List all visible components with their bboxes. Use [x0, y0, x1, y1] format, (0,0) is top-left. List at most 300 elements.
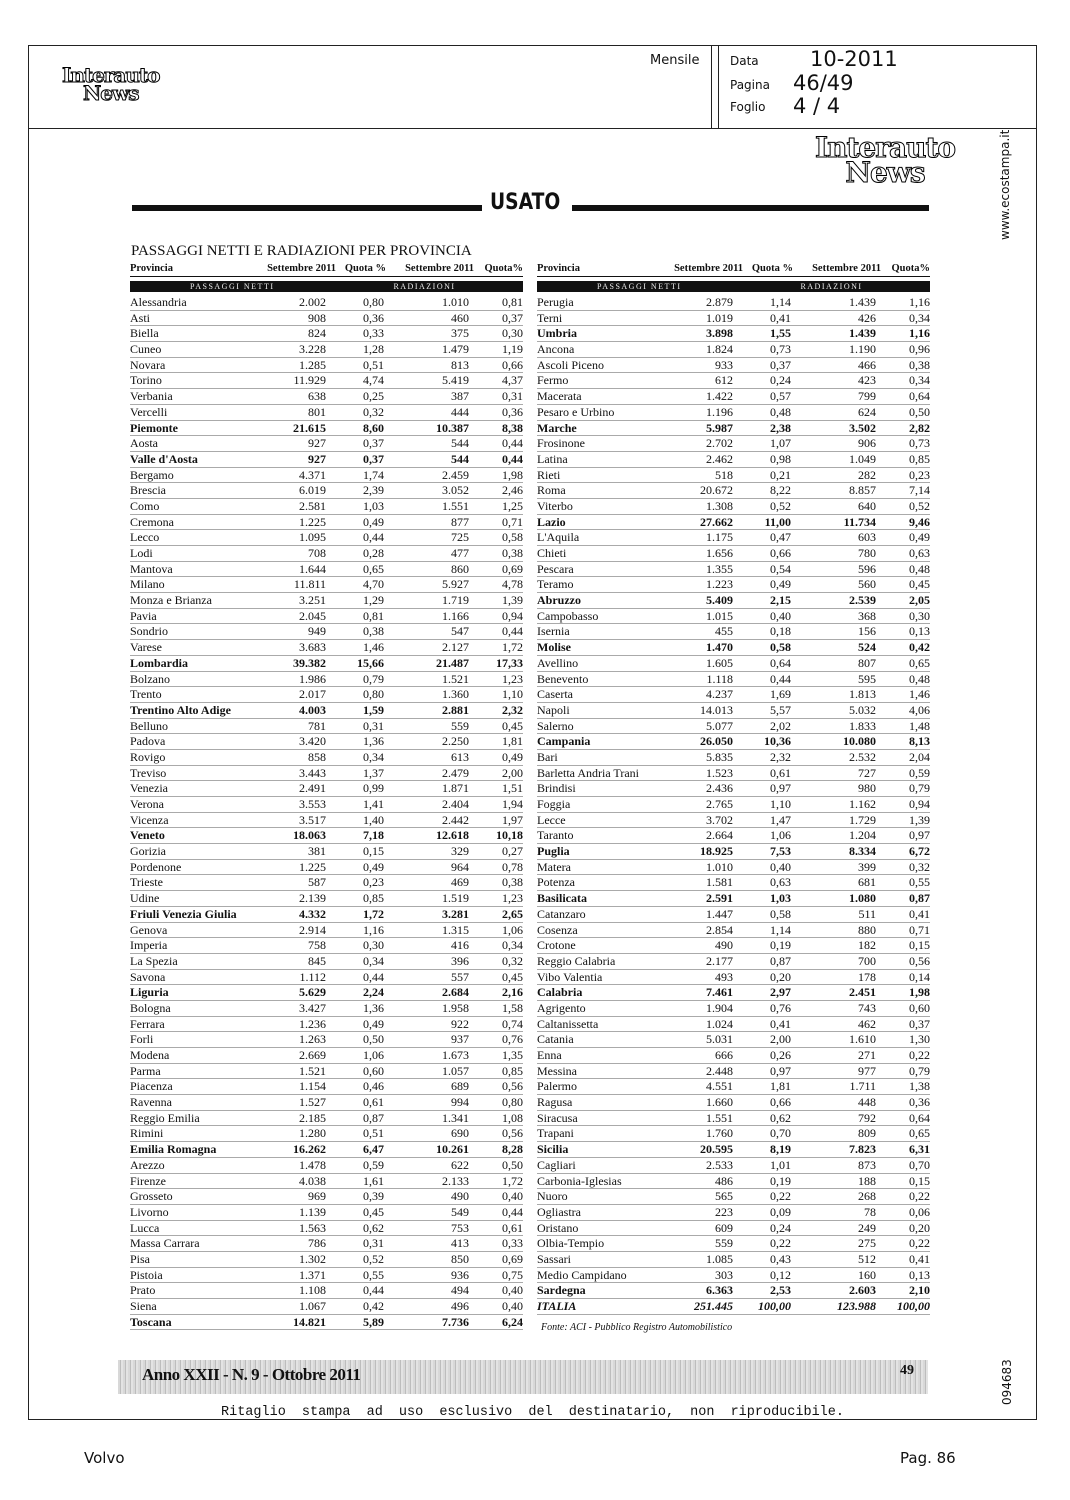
value-cell: 2,97 — [770, 985, 791, 1000]
province-cell: Crotone — [537, 938, 576, 953]
table-title: PASSAGGI NETTI E RADIAZIONI PER PROVINCIA — [131, 243, 472, 259]
value-cell: 0,40 — [502, 1283, 523, 1298]
value-cell: 5,57 — [770, 702, 791, 717]
value-cell: 2,02 — [770, 718, 791, 733]
value-cell: 0,37 — [909, 1016, 930, 1031]
value-cell: 0,64 — [770, 655, 791, 670]
province-cell: Teramo — [537, 577, 574, 592]
value-cell: 0,49 — [909, 530, 930, 545]
value-cell: 1.166 — [442, 608, 469, 623]
value-cell: 927 — [308, 451, 326, 466]
table-row — [537, 295, 930, 311]
province-cell: ITALIA — [537, 1299, 577, 1313]
table-row — [130, 703, 523, 719]
province-cell: Torino — [130, 373, 162, 388]
value-cell: 0,65 — [909, 1126, 930, 1141]
table-row — [130, 1189, 523, 1205]
value-cell: 275 — [858, 1236, 876, 1251]
value-cell: 0,32 — [363, 404, 384, 419]
province-cell: Pavia — [130, 608, 157, 623]
table-row — [537, 1158, 930, 1174]
province-cell: Sondrio — [130, 624, 169, 639]
province-cell: Genova — [130, 922, 168, 937]
value-cell: 494 — [451, 1283, 469, 1298]
value-cell: 727 — [858, 765, 876, 780]
value-cell: 18.063 — [293, 828, 326, 843]
table-row — [537, 546, 930, 562]
value-cell: 0,63 — [770, 875, 791, 890]
value-cell: 1,10 — [502, 687, 523, 702]
value-cell: 2.017 — [299, 687, 326, 702]
value-cell: 426 — [858, 310, 876, 325]
value-cell: 511 — [858, 906, 876, 921]
value-cell: 1,58 — [502, 1000, 523, 1015]
table-header: Provincia Settembre 2011 Quota % Settembre 2011 Quota% — [537, 262, 930, 277]
table-row — [130, 1032, 523, 1048]
value-cell: 2,10 — [909, 1283, 930, 1298]
value-cell: 2,32 — [502, 702, 523, 717]
value-cell: 0,37 — [770, 357, 791, 372]
value-cell: 490 — [451, 1189, 469, 1204]
value-cell: 936 — [451, 1267, 469, 1282]
value-cell: 0,38 — [502, 875, 523, 890]
value-cell: 753 — [451, 1220, 469, 1235]
value-cell: 0,52 — [770, 498, 791, 513]
value-cell: 1,98 — [502, 467, 523, 482]
table-row — [130, 624, 523, 640]
value-cell: 801 — [308, 404, 326, 419]
value-cell: 1.479 — [442, 342, 469, 357]
province-cell: Caserta — [537, 687, 573, 702]
value-cell: 0,39 — [363, 1189, 384, 1204]
value-cell: 423 — [858, 373, 876, 388]
value-cell: 1,61 — [363, 1173, 384, 1188]
value-cell: 518 — [715, 467, 733, 482]
value-cell: 0,65 — [909, 655, 930, 670]
table-row — [130, 860, 523, 876]
table-row — [537, 985, 930, 1001]
value-cell: 0,37 — [363, 451, 384, 466]
table-row — [537, 436, 930, 452]
table-row — [537, 719, 930, 735]
value-cell: 0,13 — [909, 1267, 930, 1282]
value-cell: 1,74 — [363, 467, 384, 482]
value-cell: 0,59 — [909, 765, 930, 780]
value-cell: 1.341 — [442, 1110, 469, 1125]
province-cell: Trentino Alto Adige — [130, 702, 231, 717]
value-cell: 0,62 — [770, 1110, 791, 1125]
value-cell: 396 — [451, 953, 469, 968]
value-cell: 2,65 — [502, 906, 523, 921]
province-cell: Potenza — [537, 875, 575, 890]
value-cell: 0,47 — [770, 530, 791, 545]
value-cell: 3.427 — [299, 1000, 326, 1015]
value-cell: 1.095 — [299, 530, 326, 545]
value-cell: 21.487 — [436, 655, 469, 670]
value-cell: 0,96 — [909, 342, 930, 357]
value-cell: 964 — [451, 859, 469, 874]
value-cell: 2,53 — [770, 1283, 791, 1298]
value-cell: 0,38 — [502, 546, 523, 560]
table-row — [537, 515, 930, 531]
value-cell: 1.285 — [299, 357, 326, 372]
value-cell: 0,81 — [363, 608, 384, 623]
value-cell: 1,16 — [909, 326, 930, 341]
province-cell: Mantova — [130, 561, 173, 576]
value-cell: 2,39 — [363, 483, 384, 498]
province-cell: Puglia — [537, 844, 570, 859]
value-cell: 10.080 — [843, 734, 876, 749]
province-cell: Brescia — [130, 483, 166, 498]
value-cell: 1.154 — [299, 1079, 326, 1094]
province-cell: Pisa — [130, 1251, 151, 1266]
value-cell: 5.077 — [706, 718, 733, 733]
value-cell: 0,80 — [502, 1095, 523, 1110]
table-row — [130, 1111, 523, 1127]
value-cell: 2.854 — [706, 922, 733, 937]
province-cell: Campania — [537, 734, 591, 749]
value-cell: 1.439 — [849, 326, 876, 341]
value-cell: 2.436 — [706, 781, 733, 796]
value-cell: 1,10 — [770, 797, 791, 811]
value-cell: 0,34 — [502, 938, 523, 953]
value-cell: 160 — [858, 1267, 876, 1282]
value-cell: 1.521 — [299, 1063, 326, 1078]
table-row — [537, 421, 930, 437]
value-cell: 937 — [451, 1032, 469, 1047]
province-cell: Siena — [130, 1299, 157, 1313]
value-cell: 3.683 — [299, 640, 326, 655]
province-cell: Bari — [537, 749, 558, 764]
table-row — [537, 734, 930, 750]
table-row — [130, 750, 523, 766]
value-cell: 2,38 — [770, 420, 791, 435]
province-cell: Parma — [130, 1063, 161, 1078]
province-cell: Abruzzo — [537, 593, 581, 608]
value-cell: 14.821 — [293, 1314, 326, 1329]
table-row — [130, 593, 523, 609]
value-cell: 994 — [451, 1095, 469, 1110]
section-title: USATO — [490, 190, 561, 215]
value-cell: 0,45 — [363, 1204, 384, 1219]
province-cell: Milano — [130, 577, 165, 592]
value-cell: 0,56 — [909, 953, 930, 968]
table-row — [537, 938, 930, 954]
value-cell: 0,76 — [770, 1000, 791, 1015]
value-cell: 792 — [858, 1110, 876, 1125]
value-cell: 2.442 — [442, 812, 469, 827]
value-cell: 6.019 — [299, 483, 326, 498]
province-cell: Liguria — [130, 985, 169, 1000]
province-cell: Marche — [537, 420, 577, 435]
value-cell: 268 — [858, 1189, 876, 1204]
value-cell: 2.591 — [706, 891, 733, 906]
value-cell: 681 — [858, 875, 876, 890]
province-cell: Fermo — [537, 373, 569, 388]
value-cell: 0,98 — [770, 451, 791, 466]
value-cell: 1,36 — [363, 734, 384, 749]
province-cell: Vicenza — [130, 812, 169, 827]
province-cell: Agrigento — [537, 1000, 586, 1015]
value-cell: 2.045 — [299, 608, 326, 623]
value-cell: 544 — [451, 451, 469, 466]
province-cell: Brindisi — [537, 781, 576, 796]
table-row — [130, 358, 523, 374]
value-cell: 557 — [451, 969, 469, 984]
value-cell: 413 — [451, 1236, 469, 1251]
province-cell: Pescara — [537, 561, 574, 576]
province-cell: Sardegna — [537, 1283, 586, 1298]
value-cell: 21.615 — [293, 420, 326, 435]
table-row — [537, 1299, 930, 1315]
province-cell: Pesaro e Urbino — [537, 404, 615, 419]
province-cell: Lecce — [537, 812, 566, 827]
value-cell: 2,04 — [909, 749, 930, 764]
value-cell: 906 — [858, 436, 876, 451]
value-cell: 1.315 — [442, 922, 469, 937]
value-cell: 0,45 — [502, 718, 523, 733]
value-cell: 8,22 — [770, 483, 791, 498]
value-cell: 2.448 — [706, 1063, 733, 1078]
value-cell: 638 — [308, 389, 326, 404]
value-cell: 1.519 — [442, 891, 469, 906]
table-row — [130, 405, 523, 421]
province-cell: Sassari — [537, 1251, 571, 1266]
value-cell: 1,39 — [502, 593, 523, 608]
value-cell: 780 — [858, 546, 876, 560]
table-row — [130, 1236, 523, 1252]
value-cell: 466 — [858, 357, 876, 372]
value-cell: 39.382 — [293, 655, 326, 670]
value-cell: 4.332 — [299, 906, 326, 921]
value-cell: 1.112 — [299, 969, 326, 984]
value-cell: 0,87 — [363, 1110, 384, 1125]
value-cell: 1,41 — [363, 797, 384, 811]
value-cell: 0,20 — [770, 969, 791, 984]
value-cell: 0,34 — [363, 953, 384, 968]
value-cell: 1.729 — [849, 812, 876, 827]
value-cell: 5.927 — [442, 577, 469, 592]
province-cell: Terni — [537, 310, 563, 325]
province-cell: Valle d'Aosta — [130, 451, 198, 466]
province-cell: Varese — [130, 640, 162, 655]
province-cell: Cagliari — [537, 1157, 576, 1172]
value-cell: 0,44 — [502, 624, 523, 639]
value-cell: 4.003 — [299, 702, 326, 717]
province-cell: Ferrara — [130, 1016, 165, 1031]
value-cell: 1.824 — [706, 342, 733, 357]
table-row — [537, 1189, 930, 1205]
province-cell: Trapani — [537, 1126, 574, 1141]
value-cell: 1,72 — [363, 906, 384, 921]
value-cell: 640 — [858, 498, 876, 513]
header-separator — [28, 128, 1037, 129]
value-cell: 0,85 — [502, 1063, 523, 1078]
value-cell: 0,31 — [502, 389, 523, 404]
value-cell: 0,49 — [363, 1016, 384, 1031]
value-cell: 0,28 — [363, 546, 384, 560]
value-cell: 0,49 — [363, 859, 384, 874]
value-cell: 496 — [451, 1299, 469, 1313]
value-cell: 1.010 — [442, 295, 469, 309]
value-cell: 5.987 — [706, 420, 733, 435]
table-row — [130, 1315, 523, 1331]
province-cell: Lazio — [537, 514, 566, 529]
value-cell: 1.118 — [706, 671, 733, 686]
value-cell: 4.551 — [706, 1079, 733, 1094]
value-cell: 0,73 — [909, 436, 930, 451]
value-cell: 178 — [858, 969, 876, 984]
table-row — [537, 593, 930, 609]
value-cell: 1,14 — [770, 295, 791, 309]
value-cell: 0,85 — [363, 891, 384, 906]
value-cell: 2,24 — [363, 985, 384, 1000]
province-cell: Matera — [537, 859, 571, 874]
value-cell: 6,72 — [909, 844, 930, 859]
value-cell: 1.057 — [442, 1063, 469, 1078]
table-row — [130, 1017, 523, 1033]
value-cell: 0,49 — [770, 577, 791, 592]
value-cell: 0,45 — [502, 969, 523, 984]
table-row — [537, 1111, 930, 1127]
value-cell: 9,46 — [909, 514, 930, 529]
value-cell: 0,44 — [363, 530, 384, 545]
table-row — [537, 844, 930, 860]
value-cell: 786 — [308, 1236, 326, 1251]
table-row — [130, 295, 523, 311]
value-cell: 1,81 — [770, 1079, 791, 1094]
value-cell: 2.879 — [706, 295, 733, 309]
province-cell: Roma — [537, 483, 566, 498]
table-row — [537, 703, 930, 719]
table-row — [130, 1283, 523, 1299]
value-cell: 16.262 — [293, 1142, 326, 1157]
province-cell: Cosenza — [537, 922, 578, 937]
province-cell: Reggio Emilia — [130, 1110, 200, 1125]
table-row — [130, 781, 523, 797]
value-cell: 3.420 — [299, 734, 326, 749]
value-cell: 0,24 — [770, 373, 791, 388]
province-cell: Umbria — [537, 326, 577, 341]
table-row — [130, 891, 523, 907]
value-cell: 0,40 — [770, 859, 791, 874]
value-cell: 0,13 — [909, 624, 930, 639]
table-row — [130, 326, 523, 342]
value-cell: 0,60 — [909, 1000, 930, 1015]
table-row — [537, 1205, 930, 1221]
value-cell: 0,22 — [909, 1048, 930, 1062]
value-cell: 399 — [858, 859, 876, 874]
table-row — [130, 609, 523, 625]
value-cell: 0,23 — [363, 875, 384, 890]
value-cell: 7,53 — [770, 844, 791, 859]
value-cell: 0,06 — [909, 1204, 930, 1219]
value-cell: 0,44 — [502, 451, 523, 466]
value-cell: 0,25 — [363, 389, 384, 404]
value-cell: 6,31 — [909, 1142, 930, 1157]
value-cell: 4.371 — [299, 467, 326, 482]
value-cell: 1.871 — [442, 781, 469, 796]
value-cell: 1.360 — [442, 687, 469, 702]
value-cell: 1,59 — [363, 702, 384, 717]
province-cell: Foggia — [537, 797, 571, 811]
value-cell: 0,36 — [502, 404, 523, 419]
value-cell: 1.644 — [299, 561, 326, 576]
value-cell: 4,06 — [909, 702, 930, 717]
value-cell: 0,18 — [770, 624, 791, 639]
value-cell: 1.280 — [299, 1126, 326, 1141]
value-cell: 4,74 — [363, 373, 384, 388]
value-cell: 477 — [451, 546, 469, 560]
table-row — [537, 891, 930, 907]
province-cell: Massa Carrara — [130, 1236, 200, 1251]
table-row — [130, 656, 523, 672]
value-cell: 3.502 — [849, 420, 876, 435]
value-cell: 1,38 — [909, 1079, 930, 1094]
value-cell: 17,33 — [496, 655, 523, 670]
value-cell: 0,97 — [770, 1063, 791, 1078]
value-cell: 949 — [308, 624, 326, 639]
value-cell: 1.085 — [706, 1251, 733, 1266]
value-cell: 78 — [864, 1204, 876, 1219]
province-cell: Novara — [130, 357, 166, 372]
value-cell: 690 — [451, 1126, 469, 1141]
banner-rule — [132, 205, 482, 211]
table-row — [537, 813, 930, 829]
value-cell: 18.925 — [700, 844, 733, 859]
value-cell: 14.013 — [700, 702, 733, 717]
value-cell: 1,69 — [770, 687, 791, 702]
value-cell: 0,69 — [502, 561, 523, 576]
value-cell: 1,30 — [909, 1032, 930, 1047]
table-row — [130, 1221, 523, 1237]
value-cell: 0,24 — [770, 1220, 791, 1235]
value-cell: 0,30 — [502, 326, 523, 341]
value-cell: 0,15 — [909, 938, 930, 953]
table-row — [130, 844, 523, 860]
value-cell: 708 — [308, 546, 326, 560]
value-cell: 622 — [451, 1157, 469, 1172]
value-cell: 2,82 — [909, 420, 930, 435]
province-cell: Lodi — [130, 546, 153, 560]
table-row — [130, 1158, 523, 1174]
value-cell: 1.563 — [299, 1220, 326, 1235]
value-cell: 547 — [451, 624, 469, 639]
province-cell: Sicilia — [537, 1142, 569, 1157]
value-cell: 303 — [715, 1267, 733, 1282]
value-cell: 0,76 — [502, 1032, 523, 1047]
table-row — [130, 719, 523, 735]
value-cell: 7,18 — [363, 828, 384, 843]
value-cell: 0,22 — [770, 1189, 791, 1204]
value-cell: 1.660 — [706, 1095, 733, 1110]
province-cell: Piemonte — [130, 420, 178, 435]
table-row — [130, 436, 523, 452]
value-cell: 1,40 — [363, 812, 384, 827]
table-row — [130, 923, 523, 939]
province-cell: Viterbo — [537, 498, 573, 513]
province-cell: Verbania — [130, 389, 173, 404]
value-cell: 0,65 — [363, 561, 384, 576]
table-row — [537, 781, 930, 797]
value-cell: 26.050 — [700, 734, 733, 749]
value-cell: 0,19 — [770, 938, 791, 953]
table-row — [537, 954, 930, 970]
table-row — [130, 766, 523, 782]
value-cell: 2.177 — [706, 953, 733, 968]
value-cell: 850 — [451, 1251, 469, 1266]
value-cell: 1.447 — [706, 906, 733, 921]
